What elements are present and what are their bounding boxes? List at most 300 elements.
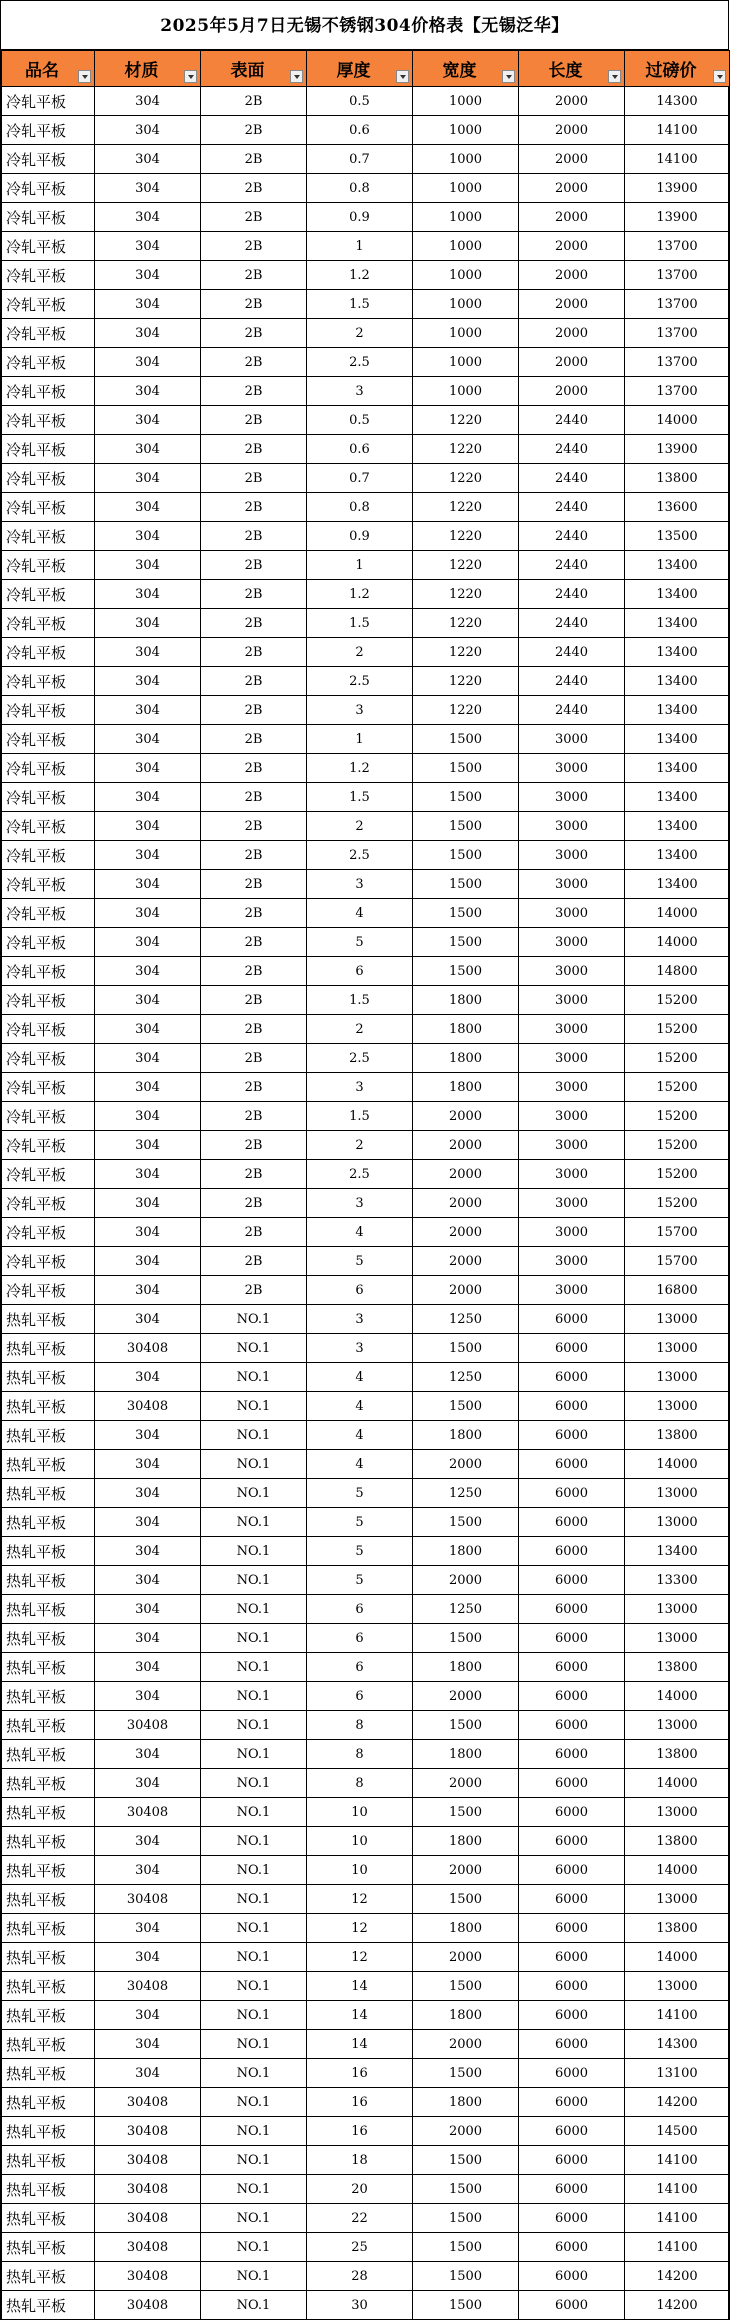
dropdown-filter-icon[interactable]: [396, 70, 409, 83]
cell-name: 冷轧平板: [2, 1015, 95, 1044]
cell-name: 热轧平板: [2, 1914, 95, 1943]
cell-length: 6000: [519, 1885, 625, 1914]
cell-length: 6000: [519, 1682, 625, 1711]
cell-material: 304: [95, 754, 201, 783]
cell-length: 2000: [519, 290, 625, 319]
cell-length: 3000: [519, 986, 625, 1015]
column-header-label: 长度: [548, 61, 583, 81]
cell-thickness: 3: [307, 1334, 413, 1363]
cell-thickness: 3: [307, 1189, 413, 1218]
cell-surface: 2B: [201, 754, 307, 783]
cell-surface: 2B: [201, 957, 307, 986]
cell-surface: 2B: [201, 1247, 307, 1276]
cell-surface: NO.1: [201, 2146, 307, 2175]
cell-material: 304: [95, 1740, 201, 1769]
cell-width: 1000: [413, 87, 519, 116]
cell-price: 14000: [625, 1450, 730, 1479]
cell-width: 1500: [413, 725, 519, 754]
cell-width: 2000: [413, 1450, 519, 1479]
cell-name: 热轧平板: [2, 1392, 95, 1421]
cell-price: 13400: [625, 725, 730, 754]
cell-price: 13400: [625, 754, 730, 783]
cell-width: 1220: [413, 551, 519, 580]
table-row: [2, 580, 730, 609]
cell-thickness: 2.5: [307, 348, 413, 377]
cell-name: 冷轧平板: [2, 290, 95, 319]
cell-width: 1500: [413, 2204, 519, 2233]
table-row: [2, 870, 730, 899]
cell-price: 13700: [625, 261, 730, 290]
cell-price: 13000: [625, 1798, 730, 1827]
cell-name: 热轧平板: [2, 1595, 95, 1624]
cell-material: 304: [95, 928, 201, 957]
cell-material: 30408: [95, 1972, 201, 2001]
cell-material: 304: [95, 609, 201, 638]
cell-name: 热轧平板: [2, 1827, 95, 1856]
cell-material: 304: [95, 1914, 201, 1943]
cell-surface: NO.1: [201, 1769, 307, 1798]
cell-length: 6000: [519, 2233, 625, 2262]
cell-length: 6000: [519, 2117, 625, 2146]
cell-material: 30408: [95, 2291, 201, 2320]
cell-width: 1800: [413, 1827, 519, 1856]
cell-price: 13000: [625, 1305, 730, 1334]
cell-length: 6000: [519, 1769, 625, 1798]
table-row: [2, 1073, 730, 1102]
cell-material: 30408: [95, 1334, 201, 1363]
cell-length: 6000: [519, 2175, 625, 2204]
table-row: [2, 1160, 730, 1189]
cell-name: 热轧平板: [2, 2262, 95, 2291]
cell-name: 热轧平板: [2, 2175, 95, 2204]
cell-surface: NO.1: [201, 1595, 307, 1624]
cell-surface: 2B: [201, 1015, 307, 1044]
cell-surface: NO.1: [201, 1798, 307, 1827]
column-header-label: 材质: [124, 61, 159, 81]
cell-width: 2000: [413, 1189, 519, 1218]
table-row: [2, 406, 730, 435]
cell-surface: NO.1: [201, 1624, 307, 1653]
cell-width: 1800: [413, 2088, 519, 2117]
table-row: [2, 2030, 730, 2059]
table-row: [2, 1885, 730, 1914]
cell-thickness: 1.2: [307, 261, 413, 290]
cell-width: 2000: [413, 1769, 519, 1798]
cell-thickness: 20: [307, 2175, 413, 2204]
dropdown-filter-icon[interactable]: [78, 70, 91, 83]
table-row: [2, 1537, 730, 1566]
cell-surface: NO.1: [201, 2262, 307, 2291]
cell-thickness: 22: [307, 2204, 413, 2233]
cell-thickness: 16: [307, 2059, 413, 2088]
cell-thickness: 6: [307, 1653, 413, 1682]
table-row: [2, 2175, 730, 2204]
cell-material: 304: [95, 696, 201, 725]
cell-name: 冷轧平板: [2, 1276, 95, 1305]
cell-width: 1220: [413, 522, 519, 551]
cell-surface: 2B: [201, 609, 307, 638]
cell-thickness: 30: [307, 2291, 413, 2320]
cell-length: 2000: [519, 145, 625, 174]
table-row: [2, 1682, 730, 1711]
cell-width: 1500: [413, 812, 519, 841]
cell-length: 2440: [519, 464, 625, 493]
cell-price: 13400: [625, 609, 730, 638]
table-row: [2, 1972, 730, 2001]
cell-price: 13000: [625, 1624, 730, 1653]
cell-material: 304: [95, 1421, 201, 1450]
table-row: [2, 551, 730, 580]
cell-width: 1500: [413, 1392, 519, 1421]
cell-length: 2440: [519, 522, 625, 551]
cell-price: 13400: [625, 551, 730, 580]
cell-material: 304: [95, 2059, 201, 2088]
cell-material: 304: [95, 1508, 201, 1537]
cell-width: 2000: [413, 1218, 519, 1247]
cell-surface: 2B: [201, 203, 307, 232]
cell-material: 304: [95, 812, 201, 841]
cell-length: 2440: [519, 551, 625, 580]
cell-surface: 2B: [201, 116, 307, 145]
cell-price: 13000: [625, 1392, 730, 1421]
cell-price: 14000: [625, 1943, 730, 1972]
cell-thickness: 3: [307, 696, 413, 725]
table-row: [2, 957, 730, 986]
cell-name: 热轧平板: [2, 2030, 95, 2059]
cell-surface: 2B: [201, 696, 307, 725]
cell-width: 1000: [413, 145, 519, 174]
cell-name: 热轧平板: [2, 1450, 95, 1479]
cell-surface: NO.1: [201, 1711, 307, 1740]
cell-width: 1500: [413, 1885, 519, 1914]
dropdown-filter-icon[interactable]: [608, 70, 621, 83]
cell-material: 30408: [95, 1392, 201, 1421]
cell-price: 14800: [625, 957, 730, 986]
cell-material: 304: [95, 493, 201, 522]
cell-length: 3000: [519, 928, 625, 957]
cell-length: 6000: [519, 2001, 625, 2030]
cell-material: 304: [95, 1363, 201, 1392]
dropdown-filter-icon[interactable]: [290, 70, 303, 83]
cell-material: 304: [95, 957, 201, 986]
cell-thickness: 2: [307, 638, 413, 667]
table-row: [2, 1218, 730, 1247]
cell-thickness: 0.6: [307, 435, 413, 464]
cell-material: 304: [95, 290, 201, 319]
table-row: [2, 986, 730, 1015]
cell-name: 热轧平板: [2, 1943, 95, 1972]
cell-material: 304: [95, 348, 201, 377]
cell-thickness: 3: [307, 1305, 413, 1334]
cell-surface: NO.1: [201, 1363, 307, 1392]
cell-material: 30408: [95, 1885, 201, 1914]
cell-material: 304: [95, 232, 201, 261]
cell-price: 13000: [625, 1508, 730, 1537]
cell-name: 冷轧平板: [2, 232, 95, 261]
cell-thickness: 8: [307, 1711, 413, 1740]
cell-thickness: 6: [307, 957, 413, 986]
table-row: [2, 2117, 730, 2146]
dropdown-filter-icon[interactable]: [502, 70, 515, 83]
cell-price: 13400: [625, 580, 730, 609]
cell-price: 15700: [625, 1218, 730, 1247]
cell-length: 3000: [519, 783, 625, 812]
table-row: [2, 1798, 730, 1827]
cell-length: 2000: [519, 174, 625, 203]
cell-length: 6000: [519, 1972, 625, 2001]
table-row: [2, 812, 730, 841]
cell-surface: 2B: [201, 87, 307, 116]
cell-price: 14100: [625, 2175, 730, 2204]
cell-name: 冷轧平板: [2, 435, 95, 464]
cell-length: 6000: [519, 1392, 625, 1421]
cell-thickness: 1.2: [307, 754, 413, 783]
cell-name: 热轧平板: [2, 1421, 95, 1450]
cell-length: 6000: [519, 2030, 625, 2059]
cell-name: 冷轧平板: [2, 1247, 95, 1276]
cell-thickness: 2: [307, 1015, 413, 1044]
cell-thickness: 1.5: [307, 1102, 413, 1131]
cell-surface: NO.1: [201, 1653, 307, 1682]
cell-width: 1500: [413, 1508, 519, 1537]
cell-material: 304: [95, 1827, 201, 1856]
cell-price: 14500: [625, 2117, 730, 2146]
cell-name: 冷轧平板: [2, 406, 95, 435]
table-row: [2, 435, 730, 464]
cell-name: 冷轧平板: [2, 1218, 95, 1247]
table-row: [2, 1102, 730, 1131]
cell-length: 2440: [519, 406, 625, 435]
table-row: [2, 1421, 730, 1450]
cell-width: 1220: [413, 638, 519, 667]
table-row: [2, 2233, 730, 2262]
cell-material: 304: [95, 319, 201, 348]
table-row: [2, 1334, 730, 1363]
cell-name: 热轧平板: [2, 1479, 95, 1508]
cell-name: 冷轧平板: [2, 870, 95, 899]
cell-surface: NO.1: [201, 2088, 307, 2117]
cell-surface: NO.1: [201, 2117, 307, 2146]
cell-material: 304: [95, 1943, 201, 1972]
cell-surface: 2B: [201, 551, 307, 580]
cell-length: 3000: [519, 812, 625, 841]
cell-surface: NO.1: [201, 2204, 307, 2233]
sheet-title: 2025年5月7日无锡不锈钢304价格表【无锡泛华】: [1, 0, 728, 50]
cell-length: 2000: [519, 116, 625, 145]
cell-material: 304: [95, 1682, 201, 1711]
cell-width: 1500: [413, 1972, 519, 2001]
cell-length: 6000: [519, 1305, 625, 1334]
cell-name: 热轧平板: [2, 2088, 95, 2117]
cell-surface: 2B: [201, 406, 307, 435]
table-row: [2, 1305, 730, 1334]
cell-thickness: 1.5: [307, 986, 413, 1015]
cell-name: 热轧平板: [2, 1624, 95, 1653]
cell-surface: NO.1: [201, 1682, 307, 1711]
cell-length: 6000: [519, 1624, 625, 1653]
cell-thickness: 1: [307, 551, 413, 580]
cell-length: 6000: [519, 1595, 625, 1624]
cell-thickness: 12: [307, 1914, 413, 1943]
cell-surface: 2B: [201, 261, 307, 290]
cell-name: 热轧平板: [2, 2204, 95, 2233]
cell-surface: 2B: [201, 928, 307, 957]
cell-name: 热轧平板: [2, 1508, 95, 1537]
cell-surface: 2B: [201, 522, 307, 551]
cell-name: 冷轧平板: [2, 783, 95, 812]
cell-price: 13800: [625, 1914, 730, 1943]
table-row: [2, 1508, 730, 1537]
cell-length: 3000: [519, 870, 625, 899]
table-row: [2, 783, 730, 812]
cell-price: 14000: [625, 928, 730, 957]
cell-name: 热轧平板: [2, 1711, 95, 1740]
cell-thickness: 4: [307, 1421, 413, 1450]
cell-length: 6000: [519, 1827, 625, 1856]
cell-price: 13000: [625, 1885, 730, 1914]
cell-length: 2000: [519, 319, 625, 348]
cell-length: 3000: [519, 1131, 625, 1160]
cell-length: 6000: [519, 1421, 625, 1450]
table-row: [2, 841, 730, 870]
cell-thickness: 3: [307, 870, 413, 899]
cell-length: 6000: [519, 2262, 625, 2291]
cell-name: 冷轧平板: [2, 522, 95, 551]
table-row: [2, 1450, 730, 1479]
cell-width: 1250: [413, 1595, 519, 1624]
cell-width: 2000: [413, 2030, 519, 2059]
cell-thickness: 6: [307, 1595, 413, 1624]
cell-surface: NO.1: [201, 1392, 307, 1421]
cell-surface: NO.1: [201, 2233, 307, 2262]
cell-surface: 2B: [201, 667, 307, 696]
cell-name: 冷轧平板: [2, 551, 95, 580]
cell-length: 2440: [519, 580, 625, 609]
cell-width: 1000: [413, 261, 519, 290]
cell-price: 15200: [625, 1189, 730, 1218]
column-header-name: [2, 51, 95, 87]
cell-surface: NO.1: [201, 1479, 307, 1508]
cell-material: 304: [95, 783, 201, 812]
cell-length: 3000: [519, 1160, 625, 1189]
column-header-thickness: [307, 51, 413, 87]
cell-length: 6000: [519, 2146, 625, 2175]
cell-price: 14000: [625, 1769, 730, 1798]
cell-surface: NO.1: [201, 2059, 307, 2088]
cell-name: 冷轧平板: [2, 667, 95, 696]
cell-surface: NO.1: [201, 1856, 307, 1885]
cell-name: 热轧平板: [2, 1885, 95, 1914]
cell-surface: 2B: [201, 783, 307, 812]
cell-length: 2000: [519, 348, 625, 377]
cell-price: 13400: [625, 783, 730, 812]
cell-surface: 2B: [201, 638, 307, 667]
cell-price: 13400: [625, 841, 730, 870]
cell-surface: NO.1: [201, 1566, 307, 1595]
cell-price: 13400: [625, 870, 730, 899]
table-row: [2, 203, 730, 232]
cell-price: 13800: [625, 1421, 730, 1450]
cell-width: 1800: [413, 1740, 519, 1769]
cell-name: 冷轧平板: [2, 493, 95, 522]
cell-price: 14000: [625, 1682, 730, 1711]
cell-thickness: 8: [307, 1740, 413, 1769]
cell-surface: 2B: [201, 435, 307, 464]
cell-material: 304: [95, 580, 201, 609]
cell-price: 14200: [625, 2291, 730, 2320]
cell-price: 13600: [625, 493, 730, 522]
cell-name: 冷轧平板: [2, 116, 95, 145]
cell-width: 1800: [413, 1653, 519, 1682]
cell-length: 3000: [519, 1102, 625, 1131]
cell-price: 15200: [625, 1102, 730, 1131]
table-row: [2, 522, 730, 551]
cell-price: 13000: [625, 1972, 730, 2001]
cell-thickness: 1.5: [307, 609, 413, 638]
cell-price: 13800: [625, 464, 730, 493]
cell-width: 2000: [413, 1276, 519, 1305]
cell-length: 6000: [519, 1363, 625, 1392]
cell-width: 1250: [413, 1363, 519, 1392]
table-row: [2, 1827, 730, 1856]
cell-material: 304: [95, 1218, 201, 1247]
dropdown-filter-icon[interactable]: [713, 70, 726, 83]
cell-name: 冷轧平板: [2, 377, 95, 406]
cell-thickness: 8: [307, 1769, 413, 1798]
cell-name: 冷轧平板: [2, 754, 95, 783]
table-row: [2, 754, 730, 783]
cell-thickness: 4: [307, 1363, 413, 1392]
cell-thickness: 28: [307, 2262, 413, 2291]
cell-price: 13700: [625, 348, 730, 377]
table-row: [2, 1276, 730, 1305]
cell-width: 1220: [413, 406, 519, 435]
cell-material: 304: [95, 1015, 201, 1044]
cell-price: 14100: [625, 2233, 730, 2262]
cell-material: 30408: [95, 1798, 201, 1827]
cell-thickness: 0.6: [307, 116, 413, 145]
cell-material: 304: [95, 1624, 201, 1653]
table-row: [2, 609, 730, 638]
cell-width: 1800: [413, 1914, 519, 1943]
cell-length: 6000: [519, 2291, 625, 2320]
cell-width: 1000: [413, 232, 519, 261]
cell-thickness: 4: [307, 1218, 413, 1247]
cell-name: 冷轧平板: [2, 1044, 95, 1073]
cell-name: 热轧平板: [2, 2291, 95, 2320]
dropdown-filter-icon[interactable]: [184, 70, 197, 83]
cell-width: 1500: [413, 1798, 519, 1827]
cell-thickness: 2.5: [307, 667, 413, 696]
cell-surface: NO.1: [201, 1827, 307, 1856]
cell-thickness: 10: [307, 1827, 413, 1856]
cell-width: 1250: [413, 1479, 519, 1508]
cell-name: 冷轧平板: [2, 899, 95, 928]
cell-surface: 2B: [201, 812, 307, 841]
cell-price: 13000: [625, 1479, 730, 1508]
cell-name: 热轧平板: [2, 1334, 95, 1363]
cell-surface: NO.1: [201, 2291, 307, 2320]
cell-length: 3000: [519, 1276, 625, 1305]
cell-name: 热轧平板: [2, 2146, 95, 2175]
cell-material: 304: [95, 435, 201, 464]
cell-material: 30408: [95, 2175, 201, 2204]
cell-material: 30408: [95, 2204, 201, 2233]
cell-width: 1000: [413, 319, 519, 348]
column-header-width: [413, 51, 519, 87]
cell-thickness: 2.5: [307, 1044, 413, 1073]
cell-thickness: 5: [307, 928, 413, 957]
